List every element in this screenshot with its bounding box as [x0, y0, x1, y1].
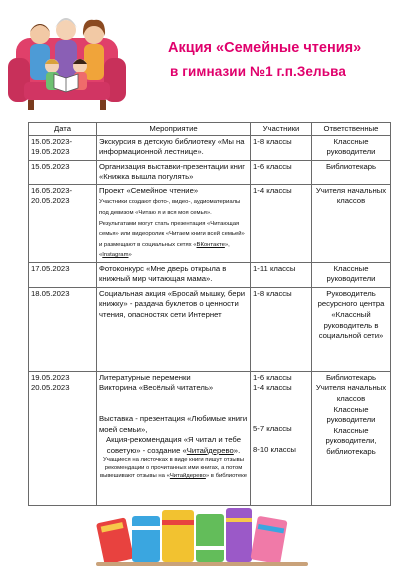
events-table	[28, 122, 391, 506]
row-participants: 1-8 классы	[251, 135, 312, 160]
event-4: Акция-рекомендация «Я читал и тебе советую» - создание «Читайдерево».	[106, 435, 241, 455]
chitaiderevo-link: Читайдерево	[186, 445, 234, 455]
participants-2: 1-4 классы	[253, 383, 292, 393]
book-icon	[196, 514, 224, 562]
event-3: Выставка - презентация «Любимые книги моей семьи»,	[99, 413, 248, 434]
book-icon	[162, 510, 194, 562]
book-icon	[96, 517, 134, 564]
date-2: 20.05.2023	[31, 383, 70, 393]
participants-3: 5-7 классы	[253, 423, 292, 433]
row-responsible: Руководитель ресурсного центра «Классный руководитель в социальной сети»	[312, 287, 391, 371]
header-event: Мероприятие	[97, 123, 251, 136]
family-reading-illustration	[6, 4, 128, 116]
stack-of-books-illustration	[96, 506, 308, 568]
row-responsible: Классные руководители	[312, 262, 391, 287]
responsible-4: Классные руководители, библиотекарь	[325, 425, 377, 456]
row-event	[97, 371, 251, 505]
date-from: 16.05.2023-	[31, 185, 73, 195]
table-row	[29, 160, 391, 184]
date-1: 19.05.2023	[31, 372, 70, 382]
row-participants: 1-8 классы	[251, 287, 312, 371]
event-1: Литературные переменки	[99, 372, 191, 382]
row-event: Социальная акция «Бросай мышку, бери книжку» - раздача буклетов о ценности чтения, опасностях сети Интернет	[97, 287, 251, 371]
row-responsible: Учителя начальных классов	[312, 184, 391, 262]
row-date: 17.05.2023	[29, 262, 97, 287]
event-2: Викторина «Весёлый читатель»	[99, 383, 214, 393]
row-participants: 1-6 классы	[251, 160, 312, 184]
row-event: Организация выставки-презентации книг «Книжка вышла погулять»	[97, 160, 251, 184]
table-row	[29, 262, 391, 287]
vkontakte-link: ВКонтакте	[196, 241, 225, 248]
date-from: 15.05.2023-	[31, 136, 73, 146]
header-participants: Участники	[251, 123, 312, 136]
page-subtitle: в гимназии №1 г.п.Зельва	[170, 64, 346, 79]
row-date	[29, 184, 97, 262]
event-description: Участники создают фото-, видео-, аудиоматериалы под девизом «Читаю я и вся моя семья». Результатами могут стать презентация «Читающая семья» или видеоролик «Читаем книги всей семьей» и размещают в социальных сетях «ВКонтакте», «Instagram»	[99, 199, 245, 259]
row-date	[29, 371, 97, 505]
chitaiderevo-link: Читайдерево	[169, 473, 206, 480]
participants-1: 1-6 классы	[253, 372, 292, 382]
row-date: 18.05.2023	[29, 287, 97, 371]
book-icon	[132, 516, 160, 562]
date-to: 19.05.2023	[31, 147, 70, 157]
row-date	[29, 135, 97, 160]
participants-4: 8-10 классы	[253, 444, 296, 454]
table-header-row	[29, 123, 391, 136]
table-row	[29, 184, 391, 262]
instagram-link: Instagram	[102, 252, 129, 259]
header-date: Дата	[29, 123, 97, 136]
row-responsible: Классные руководители	[312, 135, 391, 160]
row-participants: 1-4 классы	[251, 184, 312, 262]
table-row	[29, 371, 391, 505]
date-to: 20.05.2023	[31, 196, 70, 206]
row-participants: 1-11 классы	[251, 262, 312, 287]
event-title: Проект «Семейное чтение»	[99, 185, 199, 195]
table-row	[29, 287, 391, 371]
row-event	[97, 184, 251, 262]
responsible-2: Учителя начальных классов	[315, 383, 387, 403]
row-date: 15.05.2023	[29, 160, 97, 184]
book-icon	[250, 516, 287, 565]
table-row	[29, 135, 391, 160]
header	[0, 0, 400, 118]
row-responsible	[312, 371, 391, 505]
responsible-1: Библиотекарь	[325, 372, 377, 382]
row-event: Фотоконкурс «Мне дверь открыла в книжный мир читающая мама».	[97, 262, 251, 287]
row-participants	[251, 371, 312, 505]
responsible-3: Классные руководители	[326, 404, 376, 425]
row-event: Экскурсия в детскую библиотеку «Мы на информационной лестнице».	[97, 135, 251, 160]
row-responsible: Библиотекарь	[312, 160, 391, 184]
book-icon	[226, 508, 252, 562]
event-5: Учащиеся на листочках в виде книги пишут отзывы рекомендации о прочитанных ими книгах, а потом вывешивают отзывы на «Читайдерево» в библиотеке	[99, 457, 248, 480]
page-title: Акция «Семейные чтения»	[168, 40, 362, 56]
header-responsible: Ответственные	[312, 123, 391, 136]
